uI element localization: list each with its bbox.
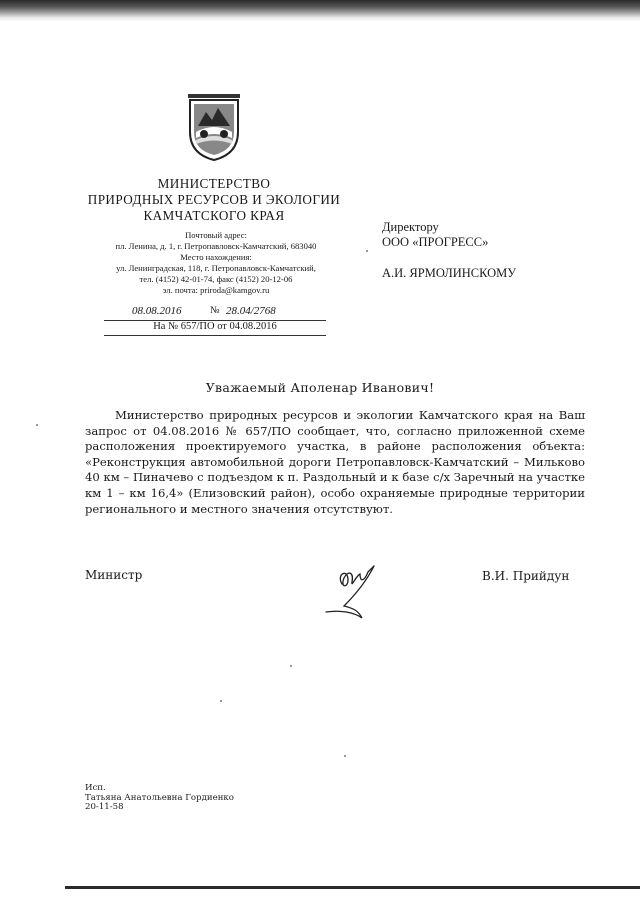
handwritten-signature-icon bbox=[318, 560, 394, 622]
contact-line: пл. Ленина, д. 1, г. Петропавловск-Камчатский, 683040 bbox=[115, 241, 317, 251]
addressee-company: ООО «ПРОГРЕСС» bbox=[382, 235, 489, 249]
number-sign: № bbox=[210, 305, 220, 316]
executor-phone: 20-11-58 bbox=[85, 802, 124, 813]
ministry-line: ПРИРОДНЫХ РЕСУРСОВ И ЭКОЛОГИИ bbox=[87, 192, 341, 207]
registration-date: 08.08.2016 bbox=[132, 305, 182, 317]
body-paragraph: Министерство природных ресурсов и экологии Камчатского края на Ваш запрос от 04.08.2016 № 657/ПО сообщает, что, согласно приложенной схеме расположения проектируемого участка, в районе расположения объекта: «Реконструкция автомобильной дороги Петропавловск-Камчатский – Мильково 40 км – Пиначево с подъездом к п. Раздольный и к базе с/х Заречный на участке км 1 – км 16,4» (Елизовский район), особо охраняемые природные территории регионального и местного значения отсутствуют. bbox=[85, 408, 585, 516]
contact-line: тел. (4152) 42-01-74, факс (4152) 20-12-06 bbox=[139, 274, 293, 284]
addressee-position: Директору bbox=[382, 220, 439, 234]
letter-body bbox=[85, 408, 585, 517]
scan-speck bbox=[290, 665, 292, 667]
contact-line: Место нахождения: bbox=[180, 252, 252, 262]
ministry-name bbox=[80, 176, 348, 224]
coat-of-arms-icon bbox=[186, 92, 242, 162]
scan-top-border bbox=[0, 0, 640, 22]
signatory-name: В.И. Прийдун bbox=[482, 569, 570, 583]
scan-bottom-line bbox=[65, 886, 640, 889]
signatory-title: Министр bbox=[85, 568, 143, 582]
addressee-block bbox=[382, 220, 582, 281]
contact-line: эл. почта: priroda@kamgov.ru bbox=[162, 285, 270, 295]
greeting: Уважаемый Аполенар Иванович! bbox=[205, 380, 435, 395]
executor-label: Исп. bbox=[85, 783, 106, 793]
registration-number: 28.04/2768 bbox=[226, 305, 276, 317]
scan-speck bbox=[36, 424, 38, 426]
ministry-line: МИНИСТЕРСТВО bbox=[157, 176, 271, 191]
ministry-line: КАМЧАТСКОГО КРАЯ bbox=[143, 208, 285, 223]
scan-speck bbox=[366, 250, 368, 252]
executor-block bbox=[85, 784, 234, 813]
executor-name: Татьяна Анатольевна Гордиенко bbox=[85, 792, 234, 803]
contact-line: Почтовый адрес: bbox=[185, 230, 247, 240]
reference-line: На № 657/ПО от 04.08.2016 bbox=[104, 321, 326, 336]
ministry-contacts bbox=[78, 230, 354, 296]
scan-speck bbox=[220, 700, 222, 702]
contact-line: ул. Ленинградская, 118, г. Петропавловск-Камчатский, bbox=[116, 263, 316, 273]
registration-line bbox=[104, 305, 326, 321]
addressee-name: А.И. ЯРМОЛИНСКОМУ bbox=[382, 266, 517, 280]
scan-speck bbox=[344, 755, 346, 757]
